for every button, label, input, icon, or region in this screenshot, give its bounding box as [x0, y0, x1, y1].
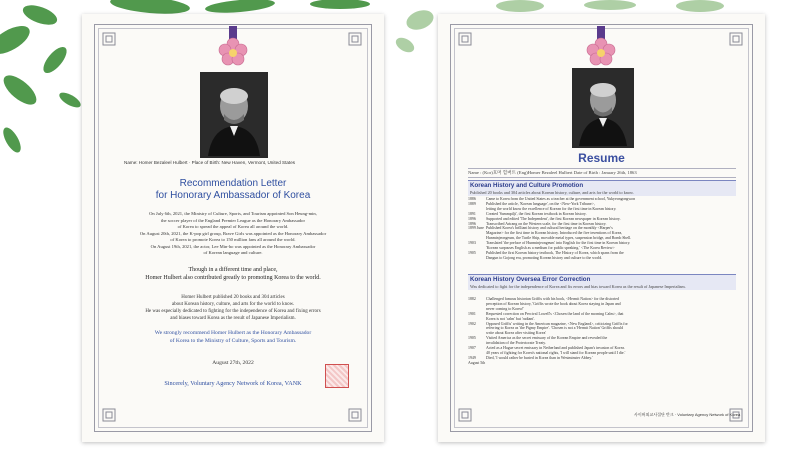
- entry-text: Visited America as the secret emissary of the Korean Empire and revealed the: [486, 336, 608, 341]
- resume-title: Resume: [578, 151, 625, 165]
- entry-text: write about Korea after visiting Korea': [486, 331, 547, 336]
- section-title: Korean History and Culture Promotion: [470, 182, 584, 189]
- section-header-history-promotion: [468, 180, 736, 196]
- paragraph-line: of Korea to the Ministry of Culture, Sports and Tourism.: [169, 337, 297, 344]
- section-subtitle: Was dedicated to fight for the independence of Korea and fix errors and bias toward Korea as the result of Japanese Imperialism.: [470, 284, 686, 289]
- corner-ornament-icon: [458, 408, 472, 422]
- paragraph-line: On August 20th, 2021, the K-pop girl group, Brave Girls was appointed as the Honorary Ambassador: [139, 230, 327, 236]
- letter-title-line1: Recommendation Letter: [179, 178, 287, 189]
- paragraph-line: He was especially dedicated to fighting for the independence of Korea and fixing errors: [145, 309, 321, 314]
- paragraph-line: On July 6th, 2021, the Ministry of Culture, Sports, and Tourism appointed Son Heung-min,: [149, 211, 317, 216]
- entry-text: Hunminjeongeum, the Turtle Ship, movable metal types, suspension bridge, and Bomb Shell.: [486, 236, 632, 241]
- timeline-entry: [468, 256, 736, 261]
- recommendation-letter-document: [82, 14, 384, 442]
- resume-document: [438, 14, 765, 442]
- entry-year: 1907: [468, 346, 476, 351]
- entry-year: 1903: [468, 241, 476, 246]
- section-title: Korean History Oversea Error Correction: [470, 276, 591, 283]
- paragraph-line: of Korea to spread the appeal of Korea all around the world.: [177, 224, 289, 229]
- entry-text: Published the first Korean history textbook, The History of Korea, which spans from the: [486, 250, 624, 255]
- entry-year: 1886: [468, 197, 476, 201]
- entry-year: 1949 August 5th: [468, 355, 486, 365]
- entry-text: Magazine> for the first time in Korean history. Introduced the five inventions of Korea,: [486, 231, 623, 236]
- entry-text: Published Korea's brilliant history and cultural heritage on the monthly <Harper's: [486, 226, 613, 231]
- caption-name-birthplace: Name: Homer Bezaleel Hulbert · Place of Birth: New Haven, Vermont, United States: [124, 160, 296, 165]
- corner-ornament-icon: [348, 32, 362, 46]
- section-header-error-correction: [468, 274, 736, 290]
- history-promotion-entries: [468, 197, 736, 261]
- vank-logo: 사이버외교사절단 반크 · Voluntary Agency Network of Korea: [634, 412, 741, 417]
- entry-year: [468, 256, 486, 261]
- letter-paragraph-4: [102, 330, 364, 345]
- entry-year: 1882: [468, 297, 476, 301]
- entry-text: Came to Korea from the United States as a teacher at the government school, Yukyeongongwon: [486, 197, 636, 201]
- entry-text: Published the article, 'Korean language', on the <New-York Tribune>,: [486, 201, 595, 206]
- medal-emblem-icon: [581, 26, 621, 72]
- entry-year: 1896: [468, 221, 476, 226]
- entry-text: Korea is not 'calm' but 'radiant'.: [486, 316, 536, 321]
- section-subtitle: Published 20 books and 304 articles about Korean history, culture, and arts for the world to know.: [470, 190, 634, 195]
- corner-ornament-icon: [102, 32, 116, 46]
- entry-text: Requested correction on Percival Lowell's <Chosen the land of the morning Calm>, that: [486, 311, 624, 316]
- paragraph-line: of Korea to promote Korea to 150 million fans all around the world.: [170, 237, 296, 242]
- paragraph-line: On August 19th, 2021, the actor, Lee Min-ho was appointed as the Honorary Ambassador: [150, 243, 316, 249]
- entry-year: 1901: [468, 311, 476, 316]
- entry-text: Supported and edited 'The Independent', the first Korean newspaper in Korean history.: [486, 216, 621, 221]
- paragraph-line: and biases toward Korea as the result of Japanese Imperialism.: [170, 316, 296, 321]
- entry-text: invalidation of the Protectorate Treaty.: [486, 341, 546, 346]
- entry-year: 1899 June: [468, 226, 484, 231]
- entry-text: Died, 'I would rather be buried in Korea than in Westminster Abbey.': [486, 355, 593, 360]
- entry-text: 40 years of fighting for Korea's national rights, 'I will stand for Korean people until I die.': [486, 350, 626, 355]
- paragraph-line: of Korean language and culture.: [203, 250, 263, 255]
- letter-signature: Sincerely, Voluntary Agency Network of Korea, VANK: [164, 380, 302, 387]
- entry-text: 'Korean surpasses English as a medium for public speaking.' <The Korea Review>: [486, 246, 615, 251]
- corner-ornament-icon: [458, 32, 472, 46]
- entry-text: Transcribed Arirang on the Western scale, for the first time in Korean history.: [486, 221, 607, 226]
- corner-ornament-icon: [348, 408, 362, 422]
- letter-paragraph-2: [102, 266, 364, 282]
- entry-year: 1889: [468, 201, 476, 206]
- medal-emblem-icon: [213, 26, 253, 72]
- corner-ornament-icon: [102, 408, 116, 422]
- entry-text: Challenged famous historian Griffis with his book, <Hermit Nation> for the distorted: [486, 297, 619, 301]
- entry-text: perception of Korean history, 'Griffis wrote the book about Korea staying in Japan and: [486, 301, 621, 306]
- portrait-photo: [572, 68, 634, 148]
- paragraph-line: Homer Hulbert also contributed greatly to promoting Korea to the world.: [145, 275, 321, 281]
- letter-title: [82, 178, 384, 202]
- timeline-entry: [468, 356, 736, 366]
- entry-text: letting the world know the excellence of Korean for the first time in Korean history.: [486, 206, 617, 211]
- entry-year: 1905: [468, 250, 476, 255]
- paragraph-line: the soccer player of the England Premier League as the Honorary Ambassador: [160, 217, 305, 223]
- entry-year: 1891: [468, 211, 476, 216]
- entry-text: referring to Korea as 'the Pigmy Empire'. 'Chosen is not a 'Hermit Nation' Griffis should: [486, 326, 624, 331]
- paragraph-line: We strongly recommend Homer Hulbert as the Honorary Ambassador: [154, 330, 312, 336]
- paragraph-line: Though in a different time and place,: [188, 267, 278, 273]
- entry-text: Opposed Griffis' writing in the American magazine, <New England>, criticizing Griffis for: [486, 321, 628, 326]
- resume-name-line: Name : (Kor)호머 헐버트 (Eng)Homer Bezaleel Hulbert Date of Birth : January 26th, 1863: [468, 168, 736, 178]
- letter-paragraph-1: [102, 211, 364, 257]
- entry-text: never coming to Korea!': [486, 306, 524, 311]
- portrait-photo: [200, 72, 268, 158]
- entry-text: Translated 'the preface of Hunminjeongeum' into English for the first time in Korean history.: [486, 241, 631, 246]
- entry-year: 1896: [468, 216, 476, 221]
- letter-paragraph-3: [102, 294, 364, 322]
- entry-text: Acted as a Hague secret emissary in Netherland and published Japan's invasion of Korea.: [486, 346, 625, 351]
- paragraph-line: Homer Hulbert published 20 books and 304 articles: [181, 295, 285, 300]
- entry-year: 1905: [468, 336, 476, 341]
- entry-text: Dangun to Gojong era, promoting Korean history and culture to the world.: [486, 255, 603, 260]
- corner-ornament-icon: [729, 32, 743, 46]
- paragraph-line: about Korean history, culture, and arts for the world to know.: [171, 302, 295, 307]
- red-seal-stamp: [325, 364, 349, 388]
- entry-year: 1902: [468, 321, 476, 326]
- letter-date: August 27th, 2022: [212, 360, 254, 366]
- error-correction-entries: [468, 297, 736, 366]
- entry-text: Created 'Sammpilji', the first Korean textbook in Korean history.: [486, 211, 587, 216]
- letter-title-line2: for Honorary Ambassador of Korea: [155, 190, 311, 201]
